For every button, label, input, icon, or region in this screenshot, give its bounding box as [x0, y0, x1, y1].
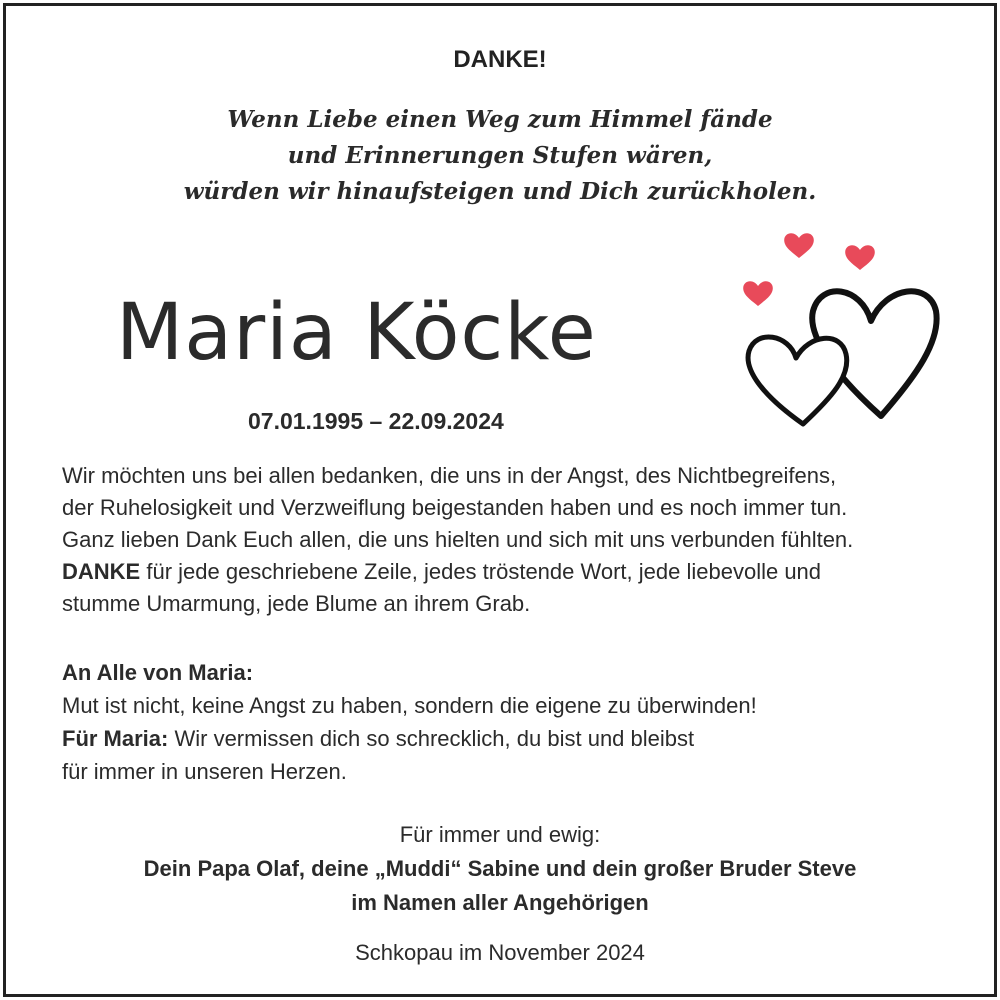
poem-line: Wenn Liebe einen Weg zum Himmel fände	[227, 106, 773, 133]
thanks-paragraph	[62, 460, 962, 620]
message-heading: An Alle von Maria:	[62, 660, 254, 685]
obituary-card	[3, 3, 997, 997]
red-heart-icon	[784, 233, 814, 258]
text-span: für jede geschriebene Zeile, jedes tröstende Wort, jede liebevolle und	[140, 559, 822, 584]
red-heart-icon	[845, 245, 875, 270]
red-heart-icon	[743, 281, 773, 306]
text-line	[62, 556, 962, 588]
text-line	[62, 722, 962, 755]
for-maria-label: Für Maria:	[62, 726, 169, 751]
heading-danke: DANKE!	[453, 46, 547, 73]
family-names: Dein Papa Olaf, deine „Muddi“ Sabine und dein großer Bruder Steve	[143, 856, 857, 881]
closing-signature	[6, 818, 994, 920]
text-line: stumme Umarmung, jede Blume an ihrem Grab.	[62, 591, 531, 616]
text-line: der Ruhelosigkeit und Verzweiflung beigestanden haben und es noch immer tun.	[62, 495, 848, 520]
text-line: Ganz lieben Dank Euch allen, die uns hielten und sich mit uns verbunden fühlten.	[62, 527, 854, 552]
two-hearts-icon	[731, 226, 951, 436]
text-span: Wir vermissen dich so schrecklich, du bist und bleibst	[168, 726, 695, 751]
poem-line: und Erinnerungen Stufen wären,	[287, 142, 713, 169]
life-dates: 07.01.1995 – 22.09.2024	[248, 408, 504, 434]
deceased-name: Maria Köcke	[116, 288, 597, 378]
poem-line: würden wir hinaufsteigen und Dich zurückholen.	[183, 178, 817, 205]
poem	[6, 102, 994, 210]
text-line: Wir möchten uns bei allen bedanken, die uns in der Angst, des Nichtbegreifens,	[62, 463, 837, 488]
message-section	[62, 656, 962, 788]
danke-emphasis: DANKE	[62, 559, 141, 584]
closing-line: Für immer und ewig:	[399, 822, 601, 847]
quote-line: Mut ist nicht, keine Angst zu haben, sondern die eigene zu überwinden!	[62, 693, 757, 718]
place-date: Schkopau im November 2024	[355, 940, 645, 965]
relatives-line: im Namen aller Angehörigen	[351, 890, 649, 915]
text-line: für immer in unseren Herzen.	[62, 759, 347, 784]
